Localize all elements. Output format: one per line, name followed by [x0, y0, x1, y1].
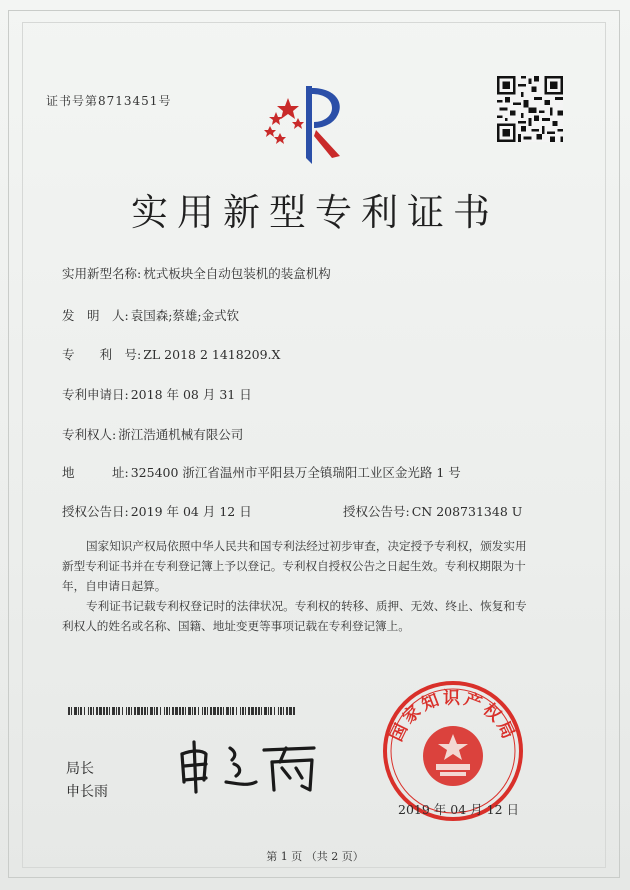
signatory-name: 申长雨 — [66, 784, 108, 800]
field-grant-date — [62, 502, 252, 520]
field-inventors — [62, 306, 239, 324]
field-utility-model-name — [62, 264, 331, 282]
certificate-number: 证书号第8713451号 — [46, 94, 172, 108]
field-value: 袁国森;蔡雄;金式钦 — [130, 308, 240, 323]
text-line: 国家知识产权局依照中华人民共和国专利法经过初步审查，决定授予专利权，颁发实用 — [86, 539, 527, 553]
field-value: ZL 2018 2 1418209.X — [143, 347, 281, 362]
qr-code-icon — [497, 76, 563, 142]
document-title: 实用新型专利证书 — [131, 191, 499, 234]
text-line: 专利证书记载专利权登记时的法律状况。专利权的转移、质押、无效、终止、恢复和专 — [86, 599, 527, 613]
field-label: 授权公告日: — [62, 504, 129, 519]
field-value: 浙江浩通机械有限公司 — [118, 427, 244, 442]
handwritten-signature — [176, 736, 326, 796]
paragraph-legal-status — [62, 596, 567, 636]
field-announcement-number — [343, 502, 522, 520]
field-patentee — [62, 425, 243, 443]
field-label: 专 利 号: — [62, 347, 142, 362]
field-label: 实用新型名称: — [62, 266, 142, 281]
barcode-icon — [68, 707, 296, 715]
field-label: 发 明 人: — [62, 308, 129, 323]
field-value: 2019 年 04 月 12 日 — [130, 504, 252, 519]
text-line: 年，自申请日起算。 — [62, 579, 167, 593]
seal-text: 国家知识产权局 — [386, 688, 520, 745]
field-label: 授权公告号: — [343, 504, 410, 519]
field-value: 2018 年 08 月 31 日 — [130, 387, 252, 402]
text-line: 利权人的姓名或名称、国籍、地址变更等事项记载在专利登记簿上。 — [62, 619, 410, 633]
field-address — [62, 463, 461, 481]
issue-date: 2019 年 04 月 12 日 — [398, 802, 519, 817]
text-line: 新型专利证书并在专利登记簿上予以登记。专利权自授权公告之日起生效。专利权期限为十 — [62, 559, 526, 573]
field-patent-number — [62, 345, 280, 363]
cnipa-logo-icon — [258, 78, 358, 170]
page-indicator: 第 1 页 （共 2 页） — [266, 850, 364, 863]
field-value: 325400 浙江省温州市平阳县万全镇瑞阳工业区金光路 1 号 — [130, 465, 461, 480]
field-application-date — [62, 385, 252, 403]
signatory-title: 局长 — [66, 761, 94, 777]
paragraph-grant-statement — [62, 536, 567, 596]
field-value: 枕式板块全自动包装机的装盒机构 — [143, 266, 331, 281]
field-label: 地 址: — [62, 465, 129, 480]
field-label: 专利申请日: — [62, 387, 129, 402]
field-value: CN 208731348 U — [411, 504, 523, 519]
field-label: 专利权人: — [62, 427, 117, 442]
